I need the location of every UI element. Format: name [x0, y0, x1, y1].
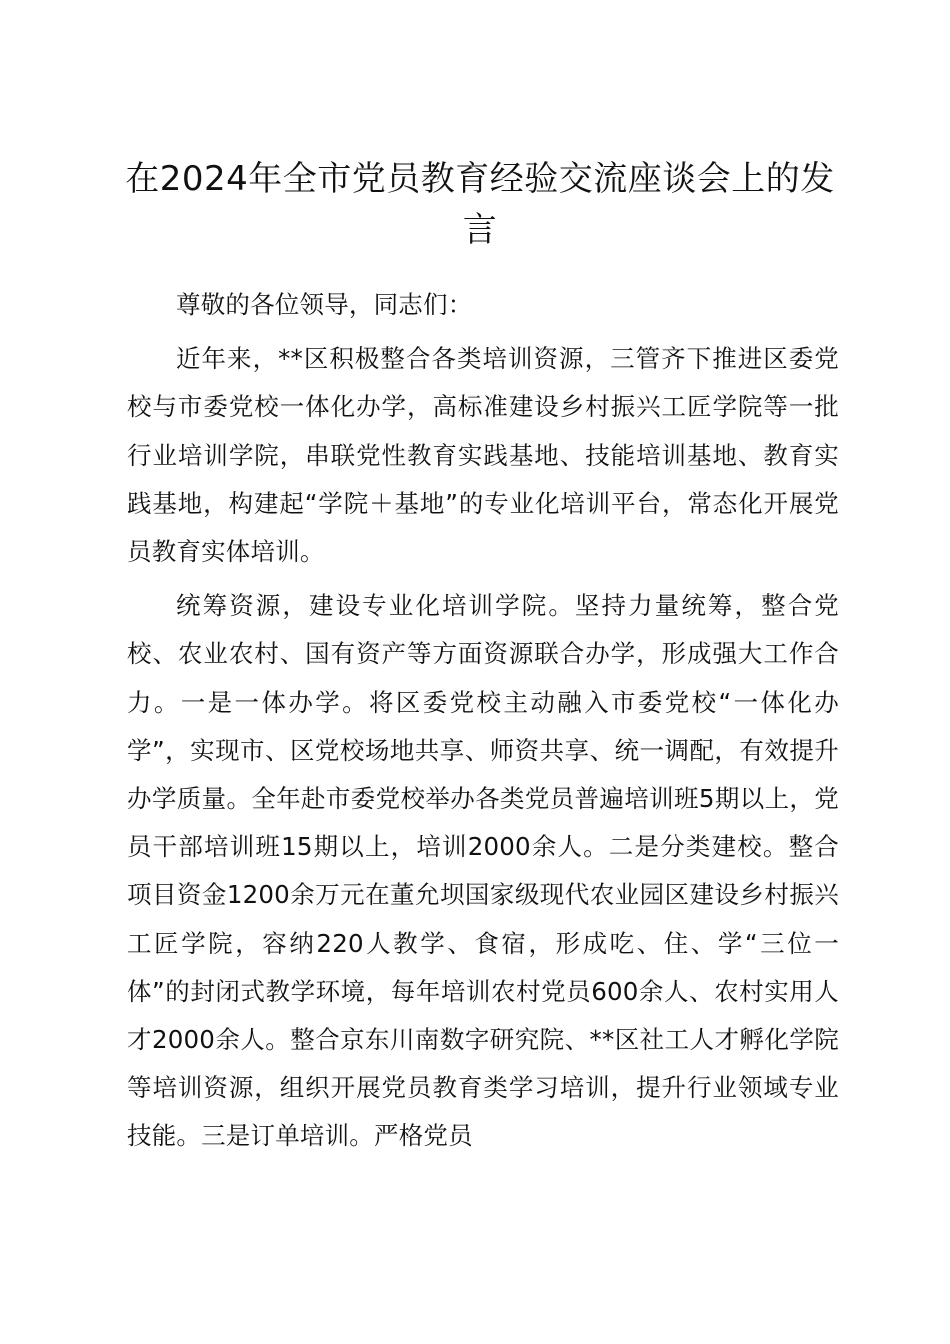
document-title: 在2024年全市党员教育经验交流座谈会上的发言 [125, 159, 835, 250]
paragraph-intro: 近年来，**区积极整合各类培训资源，三管齐下推进区委党校与市委党校一体化办学，高标准建设乡村振兴工匠学院等一批行业培训学院，串联党性教育实践基地、技能培训基地、教育实践基地，构建起“学院＋基地”的专业化培训平台，常态化开展党员教育实体培训。 [127, 344, 839, 567]
salutation: 尊敬的各位领导，同志们： [176, 290, 473, 319]
document-body [127, 281, 839, 1161]
paragraph-resources: 统筹资源，建设专业化培训学院。坚持力量统筹，整合党校、农业农村、国有资产等方面资源联合办学，形成强大工作合力。一是一体办学。将区委党校主动融入市委党校“一体化办学”，实现市、区党校场地共享、师资共享、统一调配，有效提升办学质量。全年赴市委党校举办各类党员普遍培训班5期以上，党员干部培训班15期以上，培训2000余人。二是分类建校。整合项目资金1200余万元在董允坝国家级现代农业园区建设乡村振兴工匠学院，容纳220人教学、食宿，形成吃、住、学“三位一体”的封闭式教学环境，每年培训农村党员600余人、农村实用人才2000余人。整合京东川南数字研究院、**区社工人才孵化学院等培训资源，组织开展党员教育类学习培训，提升行业领域专业技能。三是订单培训。严格党员 [127, 591, 839, 1151]
